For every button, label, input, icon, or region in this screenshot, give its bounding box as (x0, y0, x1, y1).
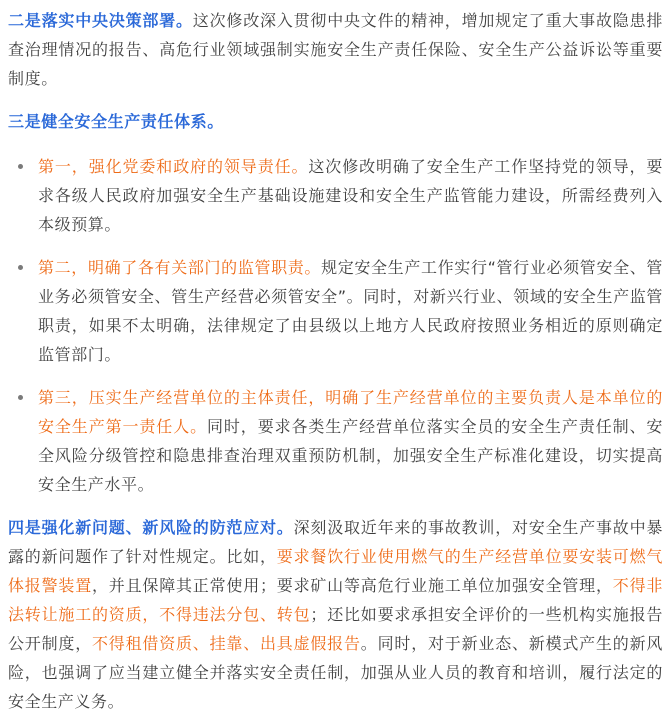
paragraph-section-2 (8, 6, 663, 93)
section-4-heading: 四是强化新问题、新风险的防范应对。 (8, 518, 294, 537)
section-4-highlight-3: 不得租借资质、挂靠、出具虚假报告 (92, 634, 361, 653)
list-item-highlight: 第一，强化党委和政府的领导责任。 (38, 157, 309, 176)
section-4-text-3: ；还比如要求承担安全评价的一些机构实施报告公开制度， (8, 605, 663, 653)
section-4-text-2: ，并且保障其正常使用；要求矿山等高危行业施工单位加强安全管理， (92, 576, 613, 595)
section-4-highlight-2: 不得非法转让施工的资质，不得违法分包、转包 (8, 576, 663, 624)
section-3-heading-paragraph (8, 107, 663, 136)
section-3-heading: 三是健全安全生产责任体系。 (8, 112, 224, 131)
list-item (38, 383, 663, 499)
bullet-icon (18, 395, 23, 400)
paragraph-section-4 (8, 513, 663, 716)
section-2-heading: 二是落实中央决策部署。 (8, 11, 193, 30)
bullet-icon (18, 265, 23, 270)
bullet-icon (18, 164, 23, 169)
list-item-body: 规定安全生产工作实行“管行业必须管安全、管业务必须管安全、管生产经营必须管安全”。同时，对新兴行业、领域的安全生产监管职责，如果不太明确，法律规定了由县级以上地方人民政府按照业务相近的原则确定监管部门。 (38, 258, 663, 364)
list-item-highlight: 第二，明确了各有关部门的监管职责。 (38, 258, 322, 277)
list-item-body: 这次修改明确了安全生产工作坚持党的领导，要求各级人民政府加强安全生产基础设施建设和安全生产监管能力建设，所需经费列入本级预算。 (38, 157, 663, 234)
section-2-body: 这次修改深入贯彻中央文件的精神，增加规定了重大事故隐患排查治理情况的报告、高危行业领域强制实施安全生产责任保险、安全生产公益诉讼等重要制度。 (8, 11, 663, 88)
list-item (38, 253, 663, 369)
responsibility-list (8, 152, 663, 499)
section-4-highlight-1: 要求餐饮行业使用燃气的生产经营单位要安装可燃气体报警装置 (8, 547, 663, 595)
list-item-body: 同时，要求各类生产经营单位落实全员的安全生产责任制、安全风险分级管控和隐患排查治理双重预防机制，加强安全生产标准化建设，切实提高安全生产水平。 (38, 417, 663, 494)
section-4-text-4: 。同时，对于新业态、新模式产生的新风险，也强调了应当建立健全并落实安全责任制，加强从业人员的教育和培训，履行法定的安全生产义务。 (8, 634, 663, 711)
section-4-text-1: 深刻汲取近年来的事故教训，对安全生产事故中暴露的新问题作了针对性规定。比如， (8, 518, 664, 566)
list-item-highlight: 第三，压实生产经营单位的主体责任，明确了生产经营单位的主要负责人是本单位的安全生产第一责任人。 (38, 388, 663, 436)
list-item (38, 152, 663, 239)
